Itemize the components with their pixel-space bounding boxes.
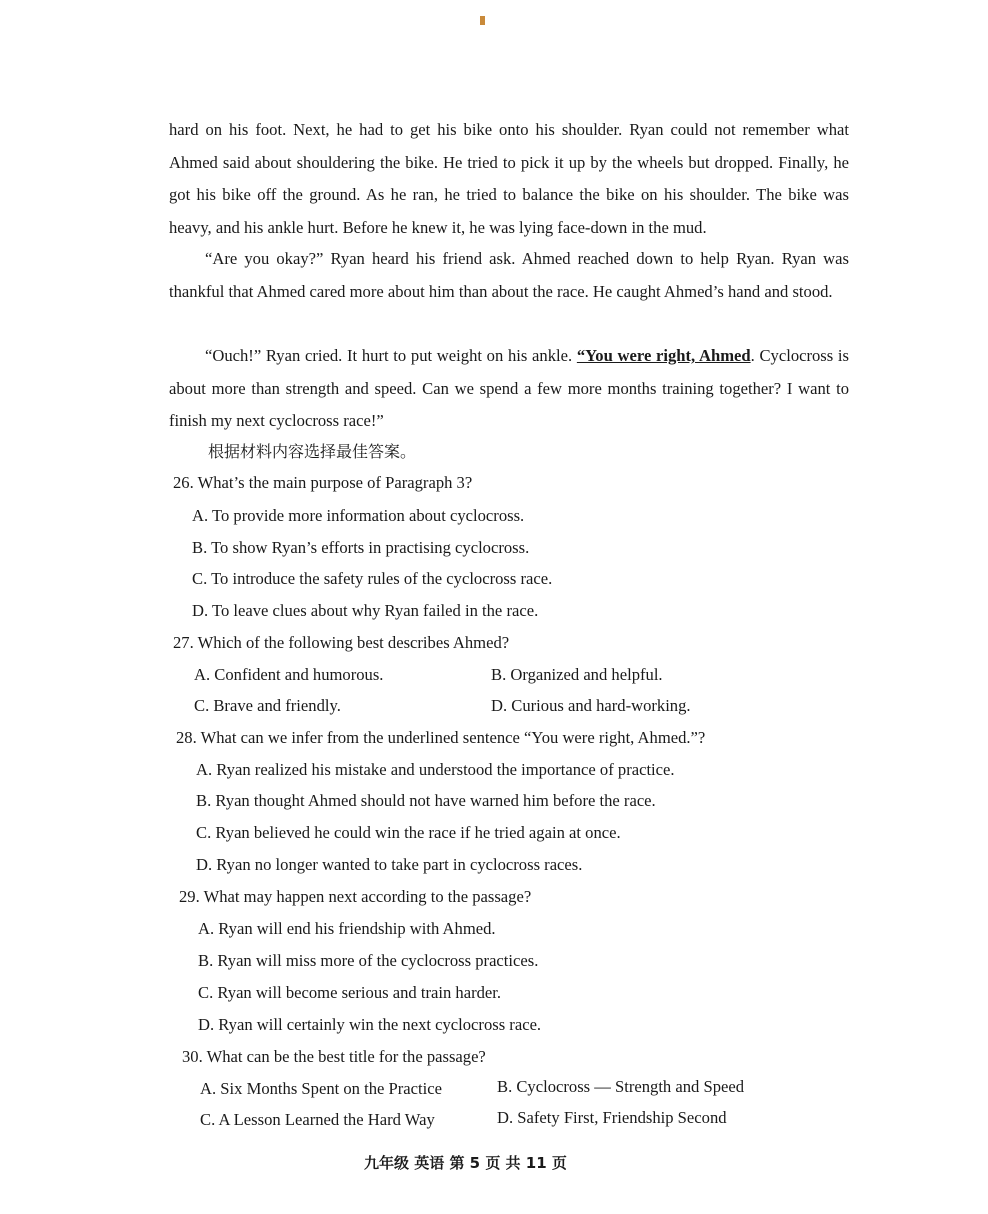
question-26-option-c: C. To introduce the safety rules of the cyclocross race.: [192, 569, 553, 588]
paragraph-3-text: “Ouch!” Ryan cried. It hurt to put weight on his ankle.: [205, 346, 577, 365]
question-27-option-d: D. Curious and hard-working.: [491, 696, 691, 715]
underlined-sentence: “You were right, Ahmed: [576, 346, 751, 365]
question-28-stem: 28. What can we infer from the underlined sentence “You were right, Ahmed.”?: [176, 728, 706, 747]
binding-mark: [480, 16, 485, 25]
question-28-option-b: B. Ryan thought Ahmed should not have warned him before the race.: [196, 791, 656, 810]
instruction: 根据材料内容选择最佳答案。: [208, 442, 417, 461]
question-30-option-a: A. Six Months Spent on the Practice: [200, 1079, 442, 1098]
question-30-stem: 30. What can be the best title for the passage?: [182, 1047, 486, 1066]
question-26-option-d: D. To leave clues about why Ryan failed in the race.: [192, 601, 539, 620]
question-29-option-b: B. Ryan will miss more of the cyclocross practices.: [198, 951, 539, 970]
question-27-option-b: B. Organized and helpful.: [491, 665, 663, 684]
question-26-option-b: B. To show Ryan’s efforts in practising cyclocross.: [192, 538, 530, 557]
passage-paragraph-3: [169, 340, 849, 438]
question-30-option-d: D. Safety First, Friendship Second: [497, 1108, 727, 1127]
question-28-option-a: A. Ryan realized his mistake and understood the importance of practice.: [196, 760, 675, 779]
question-30-option-c: C. A Lesson Learned the Hard Way: [200, 1110, 435, 1129]
question-29-option-c: C. Ryan will become serious and train harder.: [198, 983, 502, 1002]
question-26-option-a: A. To provide more information about cyclocross.: [192, 506, 525, 525]
question-28-option-c: C. Ryan believed he could win the race if he tried again at once.: [196, 823, 621, 842]
question-29-stem: 29. What may happen next according to the passage?: [179, 887, 532, 906]
question-27-option-a: A. Confident and humorous.: [194, 665, 384, 684]
passage-paragraph-1: hard on his foot. Next, he had to get his bike onto his shoulder. Ryan could not remember what Ahmed said about shouldering the bike. He tried to pick it up by the wheels but dropped. Finally, he got his bike off the ground. As he ran, he tried to balance the bike on his shoulder. The bike was heavy, and his ankle hurt. Before he knew it, he was lying face-down in the mud.: [169, 120, 849, 237]
paragraph-3-rest: . Cyclocross is about more than strength and speed. Can we spend a few more months training together? I want to finish my next cyclocross race!”: [169, 346, 849, 430]
question-28-option-d: D. Ryan no longer wanted to take part in cyclocross races.: [196, 855, 583, 874]
question-27-stem: 27. Which of the following best describes Ahmed?: [173, 633, 510, 652]
page-footer: 九年级 英语 第 5 页 共 11 页: [364, 1154, 567, 1172]
question-27-option-c: C. Brave and friendly.: [194, 696, 341, 715]
passage-paragraph-2: “Are you okay?” Ryan heard his friend ask. Ahmed reached down to help Ryan. Ryan was thankful that Ahmed cared more about him than about the race. He caught Ahmed’s hand and stood.: [169, 249, 849, 301]
question-30-option-b: B. Cyclocross — Strength and Speed: [497, 1077, 745, 1096]
question-26-stem: 26. What’s the main purpose of Paragraph 3?: [173, 473, 473, 492]
question-29-option-d: D. Ryan will certainly win the next cyclocross race.: [198, 1015, 542, 1034]
question-29-option-a: A. Ryan will end his friendship with Ahmed.: [198, 919, 496, 938]
